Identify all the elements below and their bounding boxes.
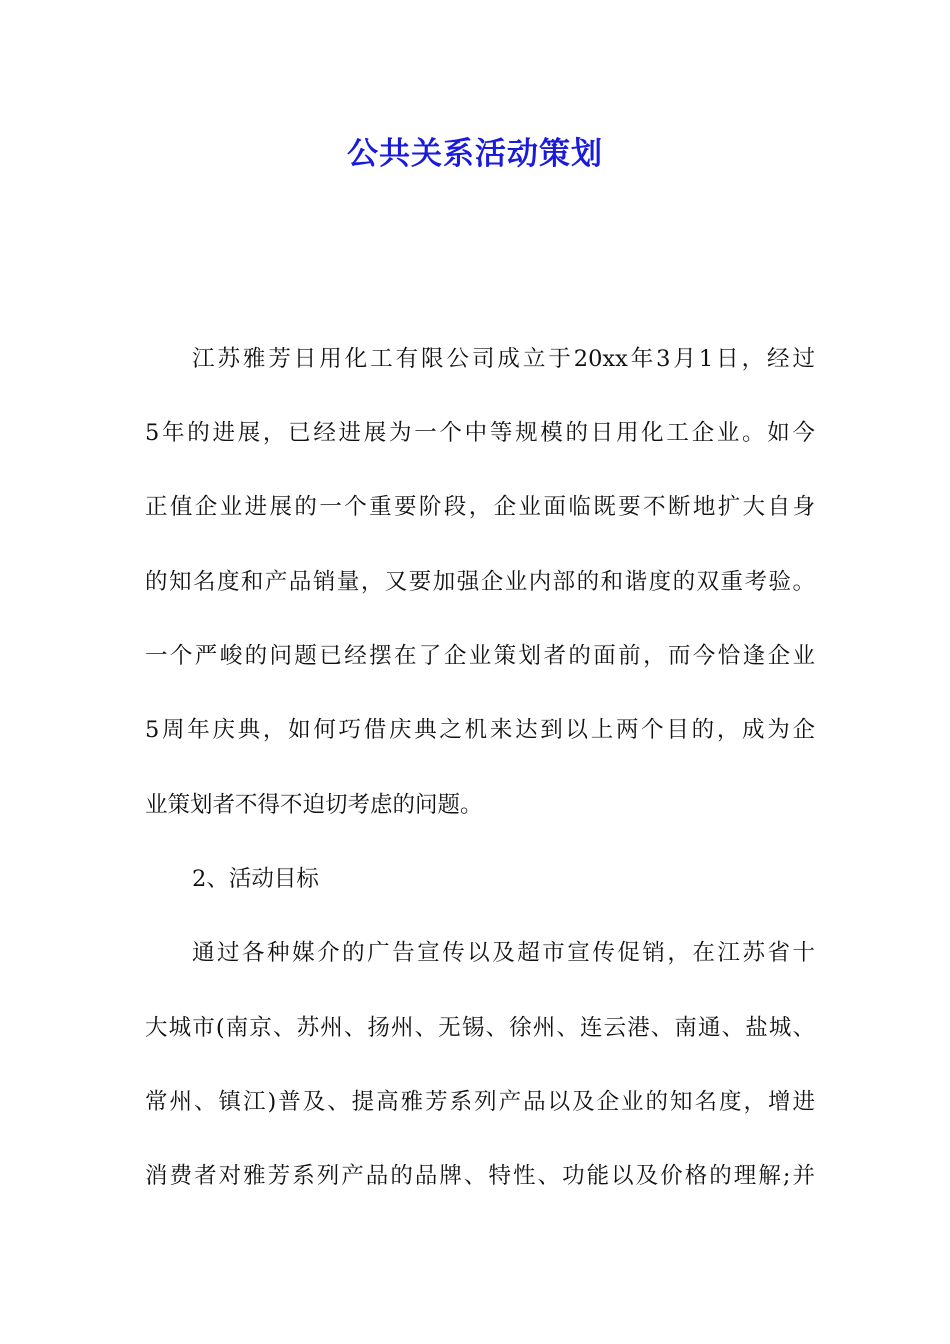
paragraph-line: 大城市(南京、苏州、扬州、无锡、徐州、连云港、南通、盐城、 <box>145 1015 815 1041</box>
paragraph-line: 5周年庆典，如何巧借庆典之机来达到以上两个目的，成为企 <box>145 717 815 743</box>
paragraph-line: 通过各种媒介的广告宣传以及超市宣传促销，在江苏省十 <box>192 940 815 966</box>
paragraph-line: 江苏雅芳日用化工有限公司成立于20xx年3月1日，经过 <box>192 346 815 372</box>
paragraph-line: 的知名度和产品销量，又要加强企业内部的和谐度的双重考验。 <box>145 569 815 595</box>
paragraph-line: 常州、镇江)普及、提高雅芳系列产品以及企业的知名度，增进 <box>145 1089 815 1115</box>
paragraph-line: 消费者对雅芳系列产品的品牌、特性、功能以及价格的理解;并 <box>145 1163 815 1189</box>
paragraph-line: 正值企业进展的一个重要阶段，企业面临既要不断地扩大自身 <box>145 494 815 520</box>
paragraph-line: 业策划者不得不迫切考虑的问题。 <box>145 792 483 818</box>
section-heading: 2、活动目标 <box>192 866 319 892</box>
document-title: 公共关系活动策划 <box>347 136 603 172</box>
paragraph-line: 一个严峻的问题已经摆在了企业策划者的面前，而今恰逢企业 <box>145 643 815 669</box>
paragraph-line: 5年的进展，已经进展为一个中等规模的日用化工企业。如今 <box>145 420 815 446</box>
